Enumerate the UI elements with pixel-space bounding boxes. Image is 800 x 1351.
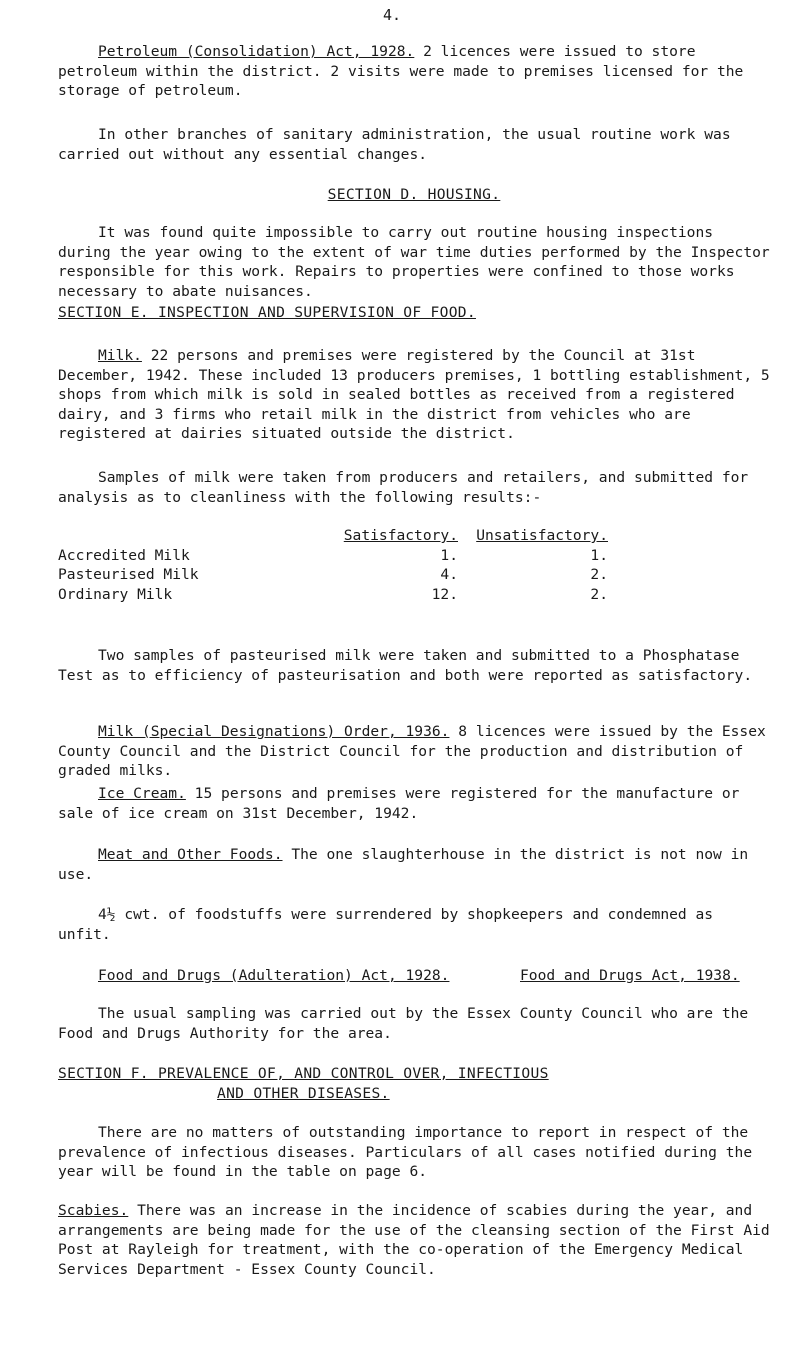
special-designations-text: 8 licences were issued by the Essex County Council and the District Council for the production and distribution of graded milks. xyxy=(58,723,766,780)
milk-title: Milk. xyxy=(98,347,142,364)
meat-paragraph xyxy=(58,845,770,884)
meat-title: Meat and Other Foods. xyxy=(98,846,283,863)
table-cell: 4. xyxy=(440,566,458,584)
scabies-paragraph xyxy=(58,1201,770,1279)
table-cell: 12. xyxy=(431,585,458,603)
milk-paragraph xyxy=(58,346,770,444)
section-f-heading: SECTION F. PREVALENCE OF, AND CONTROL OVER, INFECTIOUS AND OTHER DISEASES. xyxy=(58,1065,549,1102)
sampling-paragraph: The usual sampling was carried out by the Essex County Council who are the Food and Drugs Authority for the area. xyxy=(58,1005,749,1042)
meat-text: The one slaughterhouse in the district is not now in use. xyxy=(58,846,749,883)
other-branches-paragraph: In other branches of sanitary administration, the usual routine work was carried out without any essential changes. xyxy=(58,126,731,163)
phosphatase-paragraph: Two samples of pasteurised milk were taken and submitted to a Phosphatase Test as to efficiency of pasteurisation and both were reported as satisfactory. xyxy=(58,647,753,684)
special-designations-title: Milk (Special Designations) Order, 1936. xyxy=(98,723,450,740)
petroleum-text: 2 licences were issued to store petroleum within the district. 2 visits were made to premises licensed for the storage of petroleum. xyxy=(58,43,744,100)
section-d-heading: SECTION D. HOUSING. xyxy=(327,186,501,203)
table-row xyxy=(58,585,608,605)
table-cell: 2. xyxy=(590,566,608,584)
table-cell: 1. xyxy=(590,546,608,564)
table-row xyxy=(58,546,608,566)
ice-cream-text: 15 persons and premises were registered for the manufacture or sale of ice cream on 31st December, 1942. xyxy=(58,785,740,822)
ice-cream-paragraph xyxy=(58,784,770,823)
petroleum-paragraph xyxy=(58,42,770,101)
scabies-text: There was an increase in the incidence of scabies during the year, and arrangements are being made for the use of the cleansing section of the First Aid Post at Rayleigh for treatment, with the co-operation of the Emergency Medical Services Department - Essex County Council. xyxy=(58,1202,770,1278)
food-act-1938-heading: Food and Drugs Act, 1938. xyxy=(520,967,740,984)
table-cell: Accredited Milk xyxy=(58,546,190,564)
section-f-text: There are no matters of outstanding importance to report in respect of the prevalence of infectious diseases. Particulars of all cases notified during the year will be found in the table on page 6. xyxy=(58,1124,753,1181)
petroleum-title: Petroleum (Consolidation) Act, 1928. xyxy=(98,43,415,60)
special-designations-paragraph xyxy=(58,722,770,781)
table-header-cell: Unsatisfactory. xyxy=(476,527,608,544)
table-cell: Pasteurised Milk xyxy=(58,566,199,584)
section-d-text: It was found quite impossible to carry out routine housing inspections during the year owing to the extent of war time duties performed by the Inspector responsible for this work. Repairs to properties were confined to those works necessary to abate nuisances. xyxy=(58,224,770,300)
ice-cream-title: Ice Cream. xyxy=(98,785,186,802)
table-header-row xyxy=(58,526,608,546)
table-cell: Ordinary Milk xyxy=(58,585,173,603)
scabies-title: Scabies. xyxy=(58,1202,129,1219)
table-cell: 1. xyxy=(440,546,458,564)
table-cell: 2. xyxy=(590,585,608,603)
page-number: 4. xyxy=(383,6,402,24)
milk-text: 22 persons and premises were registered by the Council at 31st December, 1942. These included 13 producers premises, 1 bottling establishment, 5 shops from which milk is sold in sealed bottles as received from a registered dairy, and 3 firms who retail milk in the district from vehicles who are registered at dairies situated outside the district. xyxy=(58,347,770,443)
food-act-1928-heading: Food and Drugs (Adulteration) Act, 1928. xyxy=(98,967,450,984)
table-header-cell: Satisfactory. xyxy=(343,527,458,544)
table-header-cell xyxy=(58,526,338,546)
foodstuffs-paragraph: 4½ cwt. of foodstuffs were surrendered by shopkeepers and condemned as unfit. xyxy=(58,906,714,943)
section-e-heading: SECTION E. INSPECTION AND SUPERVISION OF FOOD. xyxy=(58,304,476,321)
milk-results-table xyxy=(58,526,608,604)
samples-paragraph: Samples of milk were taken from producers and retailers, and submitted for analysis as to cleanliness with the following results:- xyxy=(58,469,749,506)
table-row xyxy=(58,565,608,585)
